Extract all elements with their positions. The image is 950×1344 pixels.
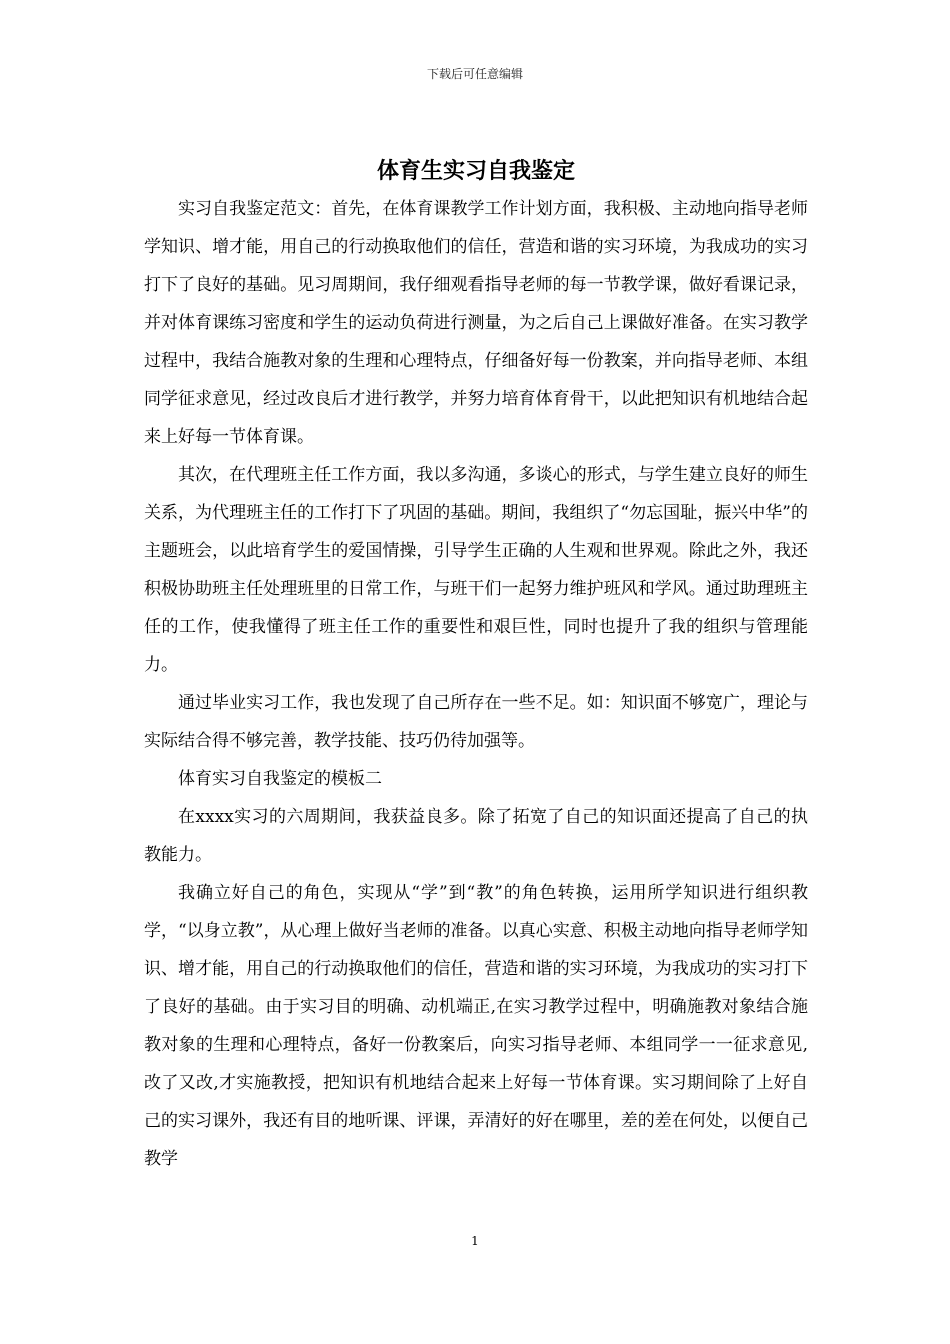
document-title: 体育生实习自我鉴定 bbox=[376, 158, 575, 184]
document-body bbox=[144, 152, 808, 1178]
page-header: 下载后可任意编辑 bbox=[426, 67, 523, 81]
paragraph-2: 其次，在代理班主任工作方面，我以多沟通，多谈心的形式，与学生建立良好的师生关系，为代理班主任的工作打下了巩固的基础。期间，我组织了“勿忘国耻，振兴中华”的主题班会，以此培育学生的爱国情操，引导学生正确的人生观和世界观。除此之外，我还积极协助班主任处理班里的日常工作，与班干们一起努力维护班风和学风。通过助理班主任的工作，使我懂得了班主任工作的重要性和艰巨性，同时也提升了我的组织与管理能力。 bbox=[144, 465, 808, 675]
paragraph-4: 在xxxx实习的六周期间，我获益良多。除了拓宽了自己的知识面还提高了自己的执教能力。 bbox=[144, 807, 808, 865]
section-heading: 体育实习自我鉴定的模板二 bbox=[178, 769, 382, 789]
paragraph-5: 我确立好自己的角色，实现从“学”到“教”的角色转换，运用所学知识进行组织教学，“以身立教”，从心理上做好当老师的准备。以真心实意、积极主动地向指导老师学知识、增才能，用自己的行动换取他们的信任，营造和谐的实习环境，为我成功的实习打下了良好的基础。由于实习目的明确、动机端正,在实习教学过程中，明确施教对象结合施教对象的生理和心理特点，备好一份教案后，向实习指导老师、本组同学一一征求意见,改了又改,才实施教授，把知识有机地结合起来上好每一节体育课。实习期间除了上好自己的实习课外，我还有目的地听课、评课，弄清好的好在哪里，差的差在何处，以便自己教学 bbox=[144, 883, 808, 1169]
page-number: 1 bbox=[471, 1234, 479, 1248]
paragraph-3: 通过毕业实习工作，我也发现了自己所存在一些不足。如：知识面不够宽广，理论与实际结合得不够完善，教学技能、技巧仍待加强等。 bbox=[144, 693, 808, 751]
paragraph-1: 实习自我鉴定范文：首先，在体育课教学工作计划方面，我积极、主动地向指导老师学知识、增才能，用自己的行动换取他们的信任，营造和谐的实习环境，为我成功的实习打下了良好的基础。见习周期间，我仔细观看指导老师的每一节教学课，做好看课记录，并对体育课练习密度和学生的运动负荷进行测量，为之后自己上课做好准备。在实习教学过程中，我结合施教对象的生理和心理特点，仔细备好每一份教案，并向指导老师、本组同学征求意见，经过改良后才进行教学，并努力培育体育骨干，以此把知识有机地结合起来上好每一节体育课。 bbox=[144, 199, 808, 447]
